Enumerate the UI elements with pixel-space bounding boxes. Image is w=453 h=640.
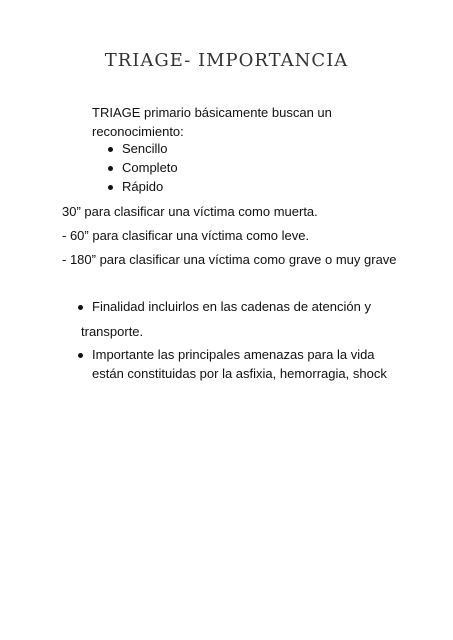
bullet-icon bbox=[108, 147, 113, 152]
bullet-icon bbox=[78, 305, 83, 310]
intro-line-1: TRIAGE primario básicamente buscan un bbox=[92, 105, 332, 120]
classification-line: 30” para clasificar una víctima como muerta. bbox=[62, 204, 318, 219]
bullet-icon bbox=[108, 185, 113, 190]
intro-list-item: Sencillo bbox=[122, 141, 168, 156]
point-line: transporte. bbox=[81, 324, 144, 339]
bullet-icon bbox=[78, 353, 83, 358]
point-line: están constituidas por la asfixia, hemorragia, shock bbox=[92, 366, 387, 381]
classification-line: - 180” para clasificar una víctima como grave o muy grave bbox=[62, 252, 397, 267]
intro-list-item: Completo bbox=[122, 160, 178, 175]
bullet-icon bbox=[108, 166, 113, 171]
intro-list-item: Rápido bbox=[122, 179, 164, 194]
point-line: Finalidad incluirlos en las cadenas de atención y bbox=[92, 299, 371, 314]
point-line: Importante las principales amenazas para la vida bbox=[92, 347, 375, 362]
classification-line: - 60” para clasificar una víctima como leve. bbox=[62, 228, 310, 243]
page-title: TRIAGE- IMPORTANCIA bbox=[104, 50, 349, 71]
intro-line-2: reconocimiento: bbox=[92, 124, 184, 139]
